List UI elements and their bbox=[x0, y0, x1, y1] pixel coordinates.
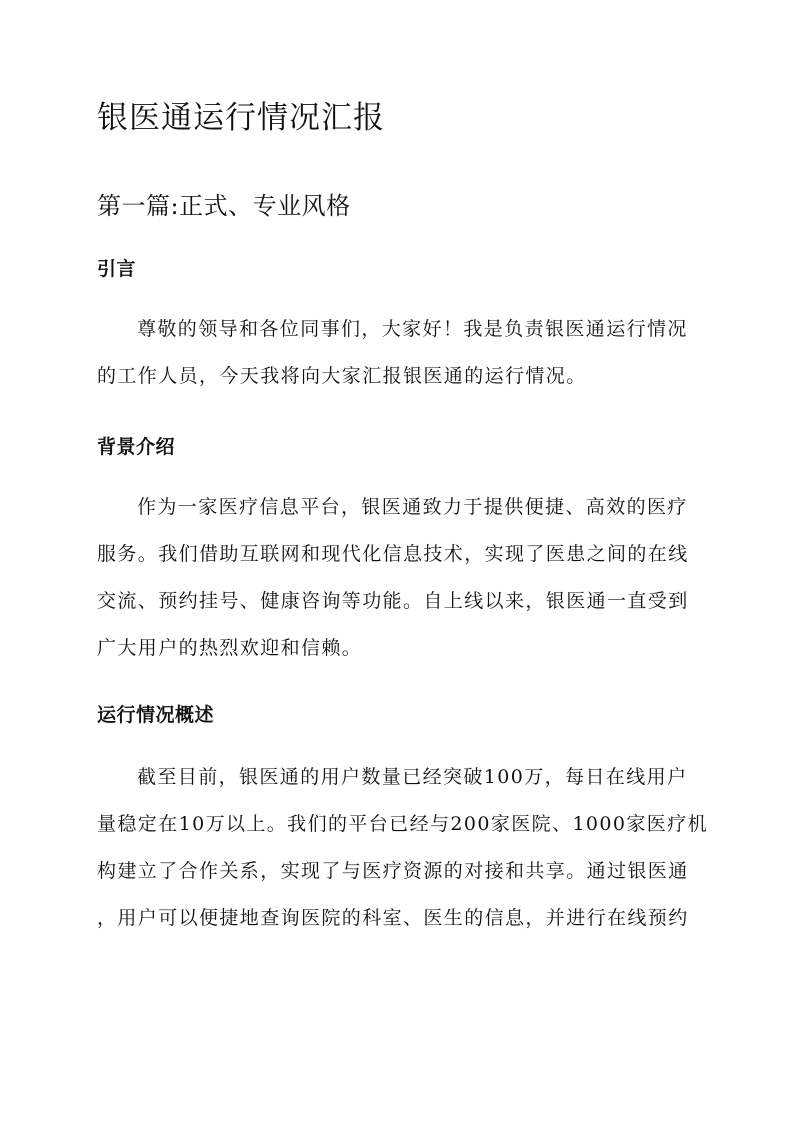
paragraph-line: 广大用户的热烈欢迎和信赖。 bbox=[97, 637, 363, 659]
paragraph-background bbox=[97, 484, 703, 672]
paragraph-line: 的工作人员，今天我将向大家汇报银医通的运行情况。 bbox=[97, 365, 587, 387]
paragraph-line: ，用户可以便捷地查询医院的科室、医生的信息，并进行在线预约 bbox=[97, 907, 689, 929]
paragraph-line: 构建立了合作关系，实现了与医疗资源的对接和共享。通过银医通 bbox=[97, 860, 689, 882]
document-title: 银医通运行情况汇报 bbox=[97, 100, 385, 136]
paragraph-introduction bbox=[97, 306, 703, 400]
paragraph-line: 作为一家医疗信息平台，银医通致力于提供便捷、高效的医疗 bbox=[137, 496, 688, 518]
paragraph-line: 截至目前，银医通的用户数量已经突破100万，每日在线用户 bbox=[137, 766, 688, 788]
paragraph-line: 量稳定在10万以上。我们的平台已经与200家医院、1000家医疗机 bbox=[97, 813, 708, 835]
paragraph-line: 交流、预约挂号、健康咨询等功能。自上线以来，银医通一直受到 bbox=[97, 590, 689, 612]
section-title: 第一篇:正式、专业风格 bbox=[97, 192, 351, 220]
heading-operation-overview: 运行情况概述 bbox=[97, 704, 215, 726]
paragraph-operation-overview bbox=[97, 754, 708, 942]
document-body bbox=[97, 92, 708, 942]
paragraph-line: 尊敬的领导和各位同事们，大家好！我是负责银医通运行情况 bbox=[137, 318, 688, 340]
heading-background: 背景介绍 bbox=[97, 436, 176, 458]
paragraph-line: 服务。我们借助互联网和现代化信息技术，实现了医患之间的在线 bbox=[97, 543, 689, 565]
heading-introduction: 引言 bbox=[97, 258, 137, 280]
